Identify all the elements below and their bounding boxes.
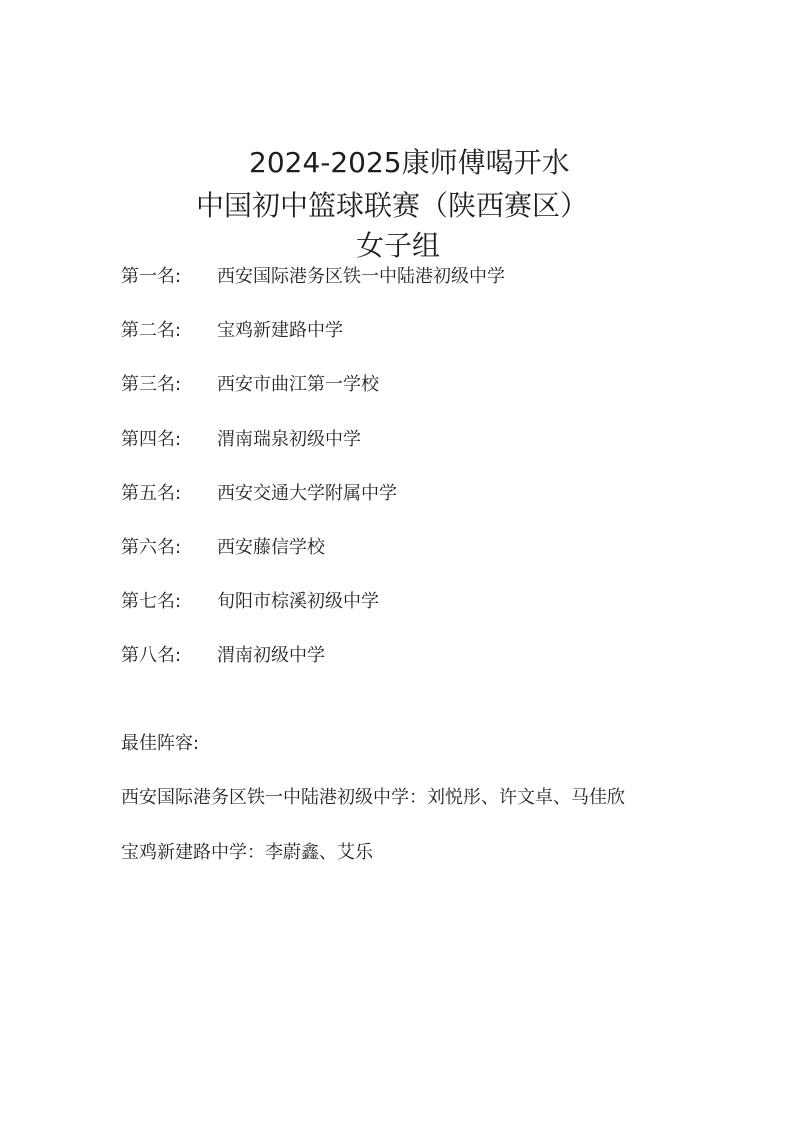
- rank-label: 第一名:: [121, 266, 182, 287]
- title-line-league: 中国初中篮球联赛（陕西赛区）: [196, 189, 589, 222]
- best-lineup-entry: 宝鸡新建路中学：李蔚鑫、艾乐: [121, 842, 373, 863]
- best-lineup-entry: 西安国际港务区铁一中陆港初级中学：刘悦彤、许文卓、马佳欣: [121, 787, 625, 808]
- rank-school: 旬阳市棕溪初级中学: [217, 591, 379, 613]
- rank-label: 第三名:: [121, 374, 182, 396]
- rank-school: 渭南瑞泉初级中学: [217, 428, 361, 450]
- title-line-division: 女子组: [356, 229, 441, 262]
- rank-label: 第四名:: [121, 428, 182, 450]
- rank-label: 第二名:: [121, 320, 182, 342]
- rank-label: 第六名:: [121, 536, 182, 558]
- rank-school: 西安交通大学附属中学: [217, 482, 397, 504]
- best-lineup-heading: 最佳阵容:: [121, 733, 200, 754]
- rank-school: 西安国际港务区铁一中陆港初级中学: [217, 266, 505, 287]
- rank-school: 西安市曲江第一学校: [217, 374, 379, 396]
- rank-label: 第七名:: [121, 591, 182, 613]
- rank-school: 宝鸡新建路中学: [217, 320, 343, 342]
- title-line-season-sponsor: 2024-2025康师傅喝开水: [249, 146, 570, 179]
- rank-label: 第五名:: [121, 482, 182, 504]
- rank-school: 渭南初级中学: [217, 645, 325, 667]
- rank-school: 西安藤信学校: [217, 536, 325, 558]
- rank-label: 第八名:: [121, 645, 182, 667]
